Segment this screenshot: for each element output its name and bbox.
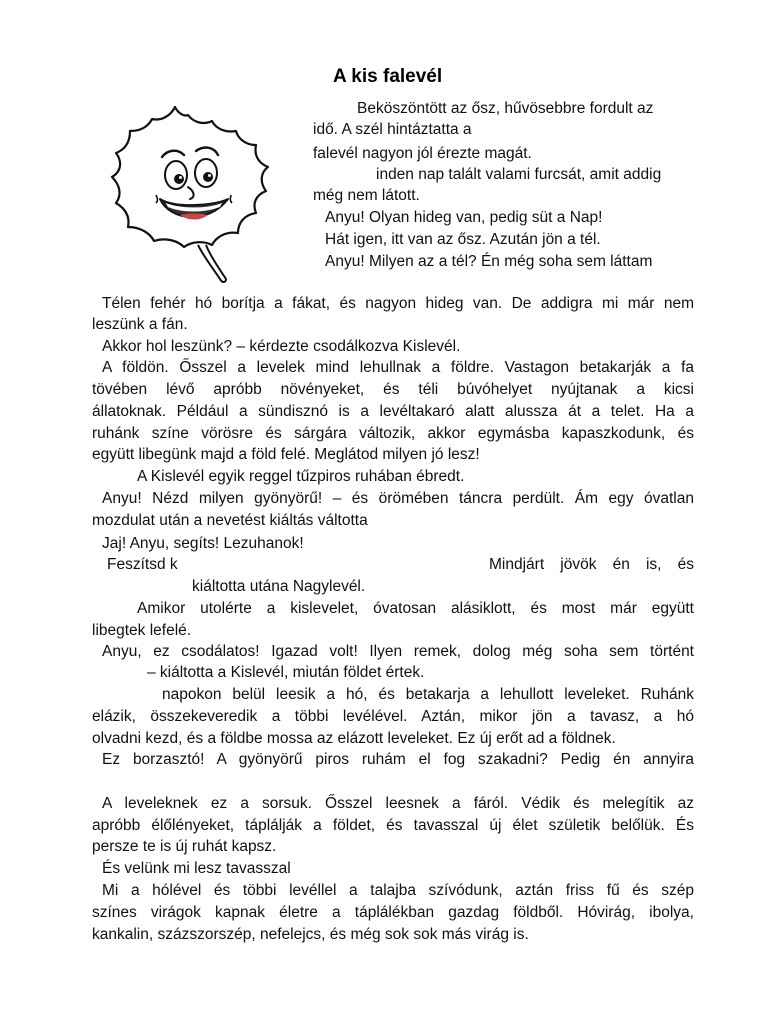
intro-line: Hát igen, itt van az ősz. Azután jön a tél. xyxy=(325,231,601,248)
body-line: mozdulat után a nevetést kiáltás váltotta xyxy=(92,512,368,529)
body-line: Jaj! Anyu, segíts! Lezuhanok! xyxy=(102,535,304,552)
intro-line: Anyu! Olyan hideg van, pedig süt a Nap! xyxy=(325,209,603,226)
body-line: Anyu, ez csodálatos! Igazad volt! Ilyen remek, dolog még soha sem történt xyxy=(102,643,694,660)
body-line: Ez borzasztó! A gyönyörű piros ruhám el fog szakadni? Pedig én annyira xyxy=(102,751,694,768)
body-line: ruhánk színe vörösre és sárgára változik, akkor egymásba kapaszkodunk, és xyxy=(92,425,694,442)
body-line: elázik, összekeveredik a többi levélével. Aztán, mikor jön a tavasz, a hó xyxy=(92,708,694,725)
intro-line: Anyu! Milyen az a tél? Én még soha sem láttam xyxy=(325,253,653,270)
body-line: Télen fehér hó borítja a fákat, és nagyon hideg van. De addigra mi már nem xyxy=(102,295,694,312)
page-title: A kis falevél xyxy=(333,66,443,87)
body-line: Amikor utolérte a kislevelet, óvatosan alásiklott, és most már együtt xyxy=(137,600,694,617)
body-line: leszünk a fán. xyxy=(92,316,188,333)
body-line: – kiáltotta a Kislevél, miután földet értek. xyxy=(147,664,425,681)
intro-line: még nem látott. xyxy=(313,187,420,204)
intro-line: inden nap talált valami furcsát, amit addig xyxy=(376,166,662,183)
body-line: állatoknak. Például a sündisznó is a levéltakaró alatt alussza át a telet. Ha a xyxy=(92,403,694,420)
body-line: Mindjárt jövök én is, és xyxy=(489,556,694,573)
body-line: És velünk mi lesz tavasszal xyxy=(102,860,291,877)
body-line: Anyu! Nézd milyen gyönyörű! – és örömében táncra perdült. Ám egy óvatlan xyxy=(102,490,694,507)
body-line: A földön. Ősszel a levelek mind lehullnak a földre. Vastagon betakarják a fa xyxy=(102,359,694,376)
intro-line: idő. A szél hintáztatta a xyxy=(313,121,472,138)
intro-line: Beköszöntött az ősz, hűvösebbre fordult az xyxy=(357,100,654,117)
body-line: olvadni kezd, és a földbe mossa az elázott leveleket. Ez új erőt ad a földnek. xyxy=(92,730,616,747)
body-line: Feszítsd k xyxy=(107,556,178,573)
body-line: Mi a hólével és többi levéllel a talajba szívódunk, aztán friss fű és szép xyxy=(102,882,694,899)
smiling-leaf-icon xyxy=(100,95,295,295)
body-line: persze te is új ruhát kapsz. xyxy=(92,838,277,855)
body-line: libegtek lefelé. xyxy=(92,622,192,639)
body-line: Akkor hol leszünk? – kérdezte csodálkozva Kislevél. xyxy=(102,338,461,355)
body-line: napokon belül leesik a hó, és betakarja a lehullott leveleket. Ruhánk xyxy=(162,686,694,703)
body-line: A Kislevél egyik reggel tűzpiros ruhában ébredt. xyxy=(137,468,465,485)
body-line: kiáltotta utána Nagylevél. xyxy=(192,578,366,595)
body-line: apróbb élőlényeket, táplálják a földet, és tavasszal új élet születik belőlük. És xyxy=(92,817,694,834)
body-line: tövében lévő apróbb növényeket, és téli búvóhelyet nyújtanak a kicsi xyxy=(92,381,694,398)
intro-line: falevél nagyon jól érezte magát. xyxy=(313,145,532,162)
body-line: kankalin, százszorszép, nefelejcs, és még sok sok más virág is. xyxy=(92,926,529,943)
body-line: színes virágok kapnak életre a táplálékban gazdag földből. Hóvirág, ibolya, xyxy=(92,904,694,921)
body-line: A leveleknek ez a sorsuk. Ősszel leesnek a fáról. Védik és melegítik az xyxy=(102,795,694,812)
body-line: együtt libegünk majd a föld felé. Meglátod milyen jó lesz! xyxy=(92,446,480,463)
